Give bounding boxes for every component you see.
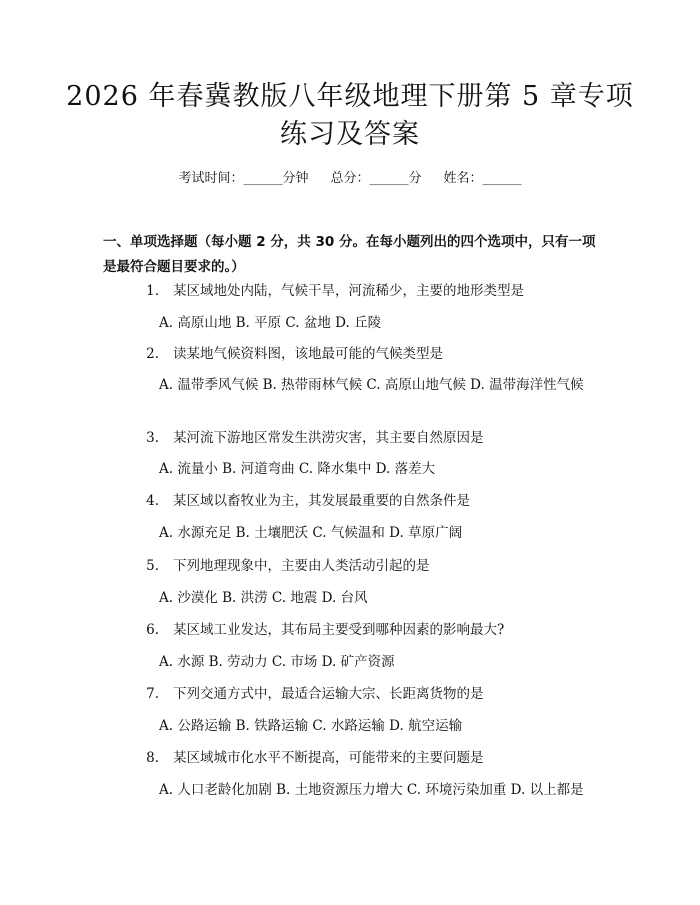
question-text: 读某地气候资料图，该地最可能的气候类型是 — [173, 346, 443, 362]
exam-score-field: 总分：______分 — [330, 171, 422, 186]
question-stem — [103, 620, 598, 641]
question-options: A. 水源 B. 劳动力 C. 市场 D. 矿产资源 — [159, 654, 395, 670]
question-options: A. 沙漠化 B. 洪涝 C. 地震 D. 台风 — [159, 590, 368, 606]
question-options: A. 高原山地 B. 平原 C. 盆地 D. 丘陵 — [159, 315, 382, 331]
question-stem — [103, 428, 598, 449]
question-stem — [103, 281, 598, 302]
exam-name-field: 姓名：______ — [443, 171, 522, 186]
question-number: 3. — [146, 430, 159, 446]
question-options: A. 人口老龄化加剧 B. 土地资源压力增大 C. 环境污染加重 D. 以上都是 — [159, 782, 584, 798]
question-options: A. 温带季风气候 B. 热带雨林气候 C. 高原山地气候 D. 温带海洋性气候 — [159, 377, 584, 393]
question-stem — [103, 491, 598, 512]
question-options: A. 流量小 B. 河道弯曲 C. 降水集中 D. 落差大 — [159, 461, 436, 477]
question-text: 下列交通方式中，最适合运输大宗、长距离货物的是 — [173, 686, 484, 702]
page-title: 2026 年春冀教版八年级地理下册第 5 章专项练习及答案 — [66, 81, 634, 150]
question-number: 7. — [146, 686, 159, 702]
exam-info-line — [0, 170, 700, 188]
question-number: 1. — [146, 283, 159, 299]
question-text: 某区域城市化水平不断提高，可能带来的主要问题是 — [173, 750, 484, 766]
question-stem — [103, 748, 598, 769]
question-options: A. 公路运输 B. 铁路运输 C. 水路运输 D. 航空运输 — [159, 718, 463, 734]
question-number: 5. — [146, 558, 159, 574]
question-text: 下列地理现象中，主要由人类活动引起的是 — [173, 558, 430, 574]
question-text: 某区域工业发达，其布局主要受到哪种因素的影响最大? — [173, 622, 505, 638]
question-text: 某河流下游地区常发生洪涝灾害，其主要自然原因是 — [173, 430, 484, 446]
question-number: 2. — [146, 346, 159, 362]
question-number: 4. — [146, 493, 159, 509]
question-number: 8. — [146, 750, 159, 766]
exam-time-field: 考试时间：______分钟 — [178, 171, 309, 186]
question-options: A. 水源充足 B. 土壤肥沃 C. 气候温和 D. 草原广阔 — [159, 525, 463, 541]
question-text: 某区域地处内陆，气候干旱，河流稀少，主要的地形类型是 — [173, 283, 524, 299]
question-stem — [103, 684, 598, 705]
question-number: 6. — [146, 622, 159, 638]
question-stem — [103, 344, 598, 365]
section-heading: 一、单项选择题（每小题 2 分，共 30 分。在每小题列出的四个选项中，只有一项是最符合题目要求的。） — [103, 234, 596, 275]
question-text: 某区域以畜牧业为主，其发展最重要的自然条件是 — [173, 493, 470, 509]
question-stem — [103, 556, 598, 577]
